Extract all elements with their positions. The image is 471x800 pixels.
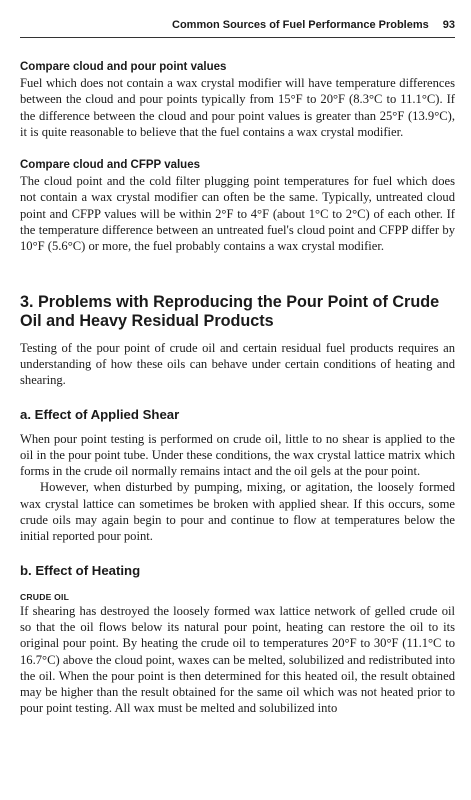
section-3a-paragraph-2: However, when disturbed by pumping, mixing, or agitation, the loosely formed wax crystal lattice can sometimes be broken with applied shear. If this occurs, some crude oils may again begin to pour and continue to flow at temperatures below the initial reported pour point. — [20, 480, 455, 544]
paragraph-cloud-pour: Fuel which does not contain a wax crystal modifier will have temperature differences between the cloud and pour points typically from 15°F to 20°F (8.3°C to 11.1°C). If the difference between the cloud and pour point values is greater than 25°F (13.9°C), it is quite reasonable to believe that the fuel contains a wax crystal modifier. — [20, 76, 455, 139]
running-header — [20, 16, 455, 34]
section-3b-heading: b. Effect of Heating — [20, 562, 141, 578]
section-3a-paragraph-1: When pour point testing is performed on crude oil, little to no shear is applied to the oil in the pour point tube. Under these conditions, the wax crystal lattice matrix which forms in the crude oil normally remains intact and the oil gels at the pour point. — [20, 431, 455, 479]
heading-cloud-pour: Compare cloud and pour point values — [20, 61, 227, 73]
page-number: 93 — [442, 19, 455, 31]
header-rule — [20, 37, 455, 38]
crude-oil-subheading: CRUDE OIL — [20, 591, 70, 602]
section-3-paragraph: Testing of the pour point of crude oil and certain residual fuel products requires an understanding of how these oils can behave under certain conditions of heating and shearing. — [20, 340, 455, 388]
page-body — [20, 60, 455, 717]
running-title: Common Sources of Fuel Performance Problems — [172, 19, 429, 31]
paragraph-cloud-cfpp: The cloud point and the cold filter plugging point temperatures for fuel which does not contain a wax crystal modifier can often be the same. Typically, untreated cloud point and CFPP values will be within 2°F to 4°F (about 1°C to 2°C) of each other. If the temperature difference between an untreated fuel's cloud point and CFPP differ by 10°F (5.6°C) or more, the fuel probably contains a wax crystal modifier. — [20, 174, 455, 254]
heading-cloud-cfpp: Compare cloud and CFPP values — [20, 159, 201, 172]
section-3b-paragraph: If shearing has destroyed the loosely formed wax lattice network of gelled crude oil so that the oil flows below its natural pour point, heating can restore the oil to its original pour point. By heating the crude oil to temperatures 20°F to 30°F (11.1°C to 16.7°C) above the cloud point, waxes can be melted, solubilized and redistributed into the oil. When the pour point is then determined for this heated oil, the result obtained may be higher than the result obtained for the same oil which was not heated prior to pour point testing. All wax must be melted and solubilized into — [20, 603, 455, 716]
section-3-heading: 3. Problems with Reproducing the Pour Point of Crude Oil and Heavy Residual Products — [20, 292, 440, 330]
section-3a-heading: a. Effect of Applied Shear — [20, 406, 180, 422]
